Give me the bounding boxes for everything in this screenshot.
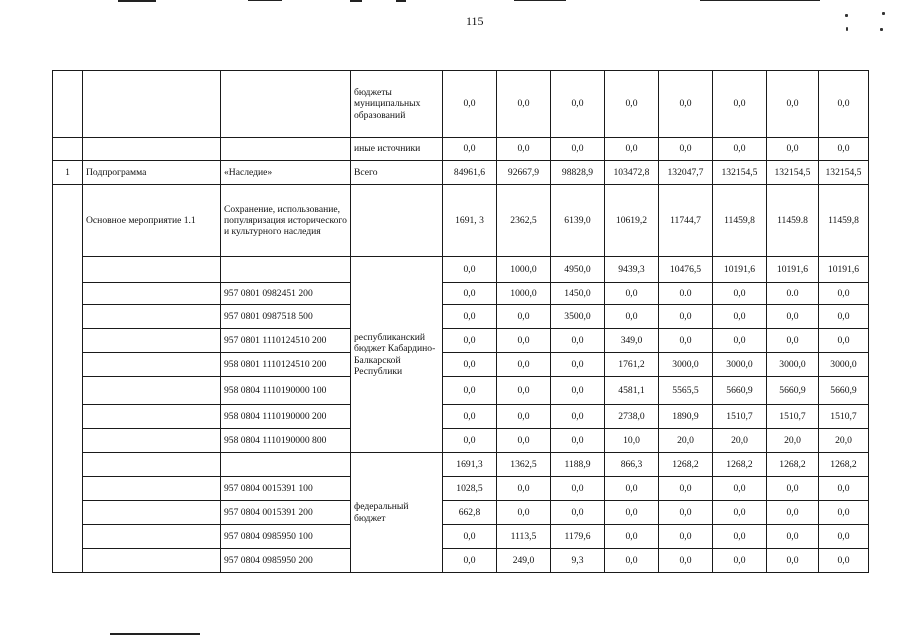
code-cell (221, 453, 351, 477)
value-cell: 20,0 (819, 429, 869, 453)
value-cell: 0,0 (443, 305, 497, 329)
name-cell: Сохранение, использование, популяризация исторического и культурного наследия (221, 185, 351, 257)
value-cell: 10191,6 (819, 257, 869, 283)
value-cell: 1028,5 (443, 477, 497, 501)
value-cell: 10619,2 (605, 185, 659, 257)
table-row (53, 161, 869, 185)
scan-speck (845, 14, 848, 17)
source-cell: республиканский бюджет Кабардино-Балкарской Республики (351, 257, 443, 453)
source-cell: Всего (351, 161, 443, 185)
value-cell: 0,0 (443, 71, 497, 138)
value-cell: 0,0 (713, 138, 767, 161)
source-cell: бюджеты муниципальных образований (351, 71, 443, 138)
scan-speck (846, 27, 848, 31)
value-cell: 1761,2 (605, 353, 659, 377)
value-cell: 132154,5 (819, 161, 869, 185)
value-cell: 0,0 (819, 138, 869, 161)
code-cell: 958 0801 1110124510 200 (221, 353, 351, 377)
type-cell: Основное мероприятие 1.1 (83, 185, 221, 257)
value-cell: 5660,9 (767, 377, 819, 405)
value-cell: 0,0 (713, 477, 767, 501)
value-cell: 0,0 (605, 71, 659, 138)
code-cell: 957 0804 0985950 100 (221, 525, 351, 549)
value-cell: 0,0 (713, 525, 767, 549)
table-row (53, 138, 869, 161)
value-cell: 2362,5 (497, 185, 551, 257)
value-cell: 2738,0 (605, 405, 659, 429)
value-cell: 6139,0 (551, 185, 605, 257)
value-cell: 0,0 (659, 329, 713, 353)
value-cell: 0,0 (605, 477, 659, 501)
index-cell (53, 185, 83, 573)
value-cell: 0,0 (443, 525, 497, 549)
name-cell (221, 71, 351, 138)
value-cell: 1691, 3 (443, 185, 497, 257)
type-cell (83, 477, 221, 501)
value-cell: 10,0 (605, 429, 659, 453)
table-row (53, 549, 869, 573)
table-row (53, 329, 869, 353)
value-cell: 0,0 (713, 71, 767, 138)
value-cell: 11459,8 (819, 185, 869, 257)
index-cell (53, 138, 83, 161)
scan-artifact (700, 0, 820, 1)
value-cell: 1113,5 (497, 525, 551, 549)
code-cell: 957 0801 1110124510 200 (221, 329, 351, 353)
value-cell: 4950,0 (551, 257, 605, 283)
value-cell: 0,0 (443, 353, 497, 377)
type-cell (83, 429, 221, 453)
value-cell: 1450,0 (551, 283, 605, 305)
value-cell: 0,0 (443, 429, 497, 453)
value-cell: 0,0 (497, 138, 551, 161)
code-cell (221, 257, 351, 283)
table-row (53, 453, 869, 477)
table-row (53, 185, 869, 257)
value-cell: 0,0 (497, 305, 551, 329)
type-cell (83, 138, 221, 161)
value-cell: 98828,9 (551, 161, 605, 185)
value-cell: 3000,0 (767, 353, 819, 377)
value-cell: 0,0 (551, 501, 605, 525)
scan-artifact (118, 0, 156, 2)
value-cell: 0,0 (443, 549, 497, 573)
value-cell: 11459,8 (713, 185, 767, 257)
value-cell: 20,0 (767, 429, 819, 453)
value-cell: 0,0 (605, 305, 659, 329)
value-cell: 0,0 (659, 138, 713, 161)
value-cell: 0,0 (713, 501, 767, 525)
scan-artifact (396, 0, 406, 2)
value-cell: 0,0 (713, 283, 767, 305)
index-cell (53, 71, 83, 138)
value-cell: 0,0 (443, 257, 497, 283)
value-cell: 662,8 (443, 501, 497, 525)
code-cell: 957 0804 0015391 100 (221, 477, 351, 501)
scan-speck (880, 28, 883, 31)
value-cell: 132154,5 (713, 161, 767, 185)
value-cell: 0.0 (767, 283, 819, 305)
value-cell: 5660,9 (713, 377, 767, 405)
value-cell: 0,0 (819, 283, 869, 305)
table-row (53, 305, 869, 329)
code-cell: 957 0801 0987518 500 (221, 305, 351, 329)
type-cell (83, 405, 221, 429)
table-row (53, 71, 869, 138)
value-cell: 0,0 (497, 429, 551, 453)
value-cell: 0,0 (713, 329, 767, 353)
table-row (53, 477, 869, 501)
type-cell (83, 501, 221, 525)
value-cell: 132047,7 (659, 161, 713, 185)
value-cell: 0,0 (497, 477, 551, 501)
value-cell: 0,0 (443, 138, 497, 161)
value-cell: 0,0 (605, 501, 659, 525)
value-cell: 0,0 (605, 283, 659, 305)
value-cell: 0,0 (605, 138, 659, 161)
value-cell: 249,0 (497, 549, 551, 573)
scan-artifact (514, 0, 566, 1)
source-cell (351, 185, 443, 257)
value-cell: 0,0 (551, 429, 605, 453)
value-cell: 0,0 (605, 549, 659, 573)
value-cell: 1268,2 (659, 453, 713, 477)
value-cell: 0,0 (551, 353, 605, 377)
value-cell: 1510,7 (767, 405, 819, 429)
value-cell: 0,0 (767, 305, 819, 329)
type-cell (83, 525, 221, 549)
value-cell: 0,0 (443, 377, 497, 405)
type-cell (83, 377, 221, 405)
value-cell: 92667,9 (497, 161, 551, 185)
value-cell: 1510,7 (819, 405, 869, 429)
value-cell: 0,0 (713, 549, 767, 573)
index-cell: 1 (53, 161, 83, 185)
value-cell: 0,0 (551, 329, 605, 353)
value-cell: 1000,0 (497, 257, 551, 283)
value-cell: 4581,1 (605, 377, 659, 405)
value-cell: 5565,5 (659, 377, 713, 405)
type-cell (83, 305, 221, 329)
value-cell: 132154,5 (767, 161, 819, 185)
value-cell: 1510,7 (713, 405, 767, 429)
value-cell: 0,0 (659, 71, 713, 138)
value-cell: 5660,9 (819, 377, 869, 405)
value-cell: 0,0 (713, 305, 767, 329)
value-cell: 11744,7 (659, 185, 713, 257)
value-cell: 0,0 (767, 138, 819, 161)
value-cell: 0,0 (443, 283, 497, 305)
value-cell: 866,3 (605, 453, 659, 477)
table-row (53, 353, 869, 377)
value-cell: 0,0 (659, 501, 713, 525)
value-cell: 3000,0 (819, 353, 869, 377)
value-cell: 0,0 (659, 477, 713, 501)
type-cell (83, 353, 221, 377)
value-cell: 0,0 (443, 329, 497, 353)
value-cell: 0,0 (551, 138, 605, 161)
table-row (53, 283, 869, 305)
table-row (53, 257, 869, 283)
value-cell: 0,0 (819, 71, 869, 138)
value-cell: 0,0 (819, 477, 869, 501)
source-cell: иные источники (351, 138, 443, 161)
table-row (53, 405, 869, 429)
value-cell: 0,0 (551, 405, 605, 429)
type-cell (83, 257, 221, 283)
scan-artifact (248, 0, 282, 1)
code-cell: 958 0804 1110190000 100 (221, 377, 351, 405)
value-cell: 0,0 (659, 549, 713, 573)
type-cell (83, 549, 221, 573)
type-cell: Подпрограмма (83, 161, 221, 185)
table-row (53, 377, 869, 405)
value-cell: 1188,9 (551, 453, 605, 477)
value-cell: 20,0 (659, 429, 713, 453)
value-cell: 0,0 (605, 525, 659, 549)
value-cell: 1362,5 (497, 453, 551, 477)
value-cell: 0,0 (767, 329, 819, 353)
code-cell: 957 0804 0985950 200 (221, 549, 351, 573)
value-cell: 11459.8 (767, 185, 819, 257)
value-cell: 1268,2 (713, 453, 767, 477)
type-cell (83, 453, 221, 477)
value-cell: 0,0 (767, 525, 819, 549)
value-cell: 0,0 (443, 405, 497, 429)
value-cell: 0,0 (497, 71, 551, 138)
code-cell: 958 0804 1110190000 800 (221, 429, 351, 453)
value-cell: 3000,0 (659, 353, 713, 377)
value-cell: 10191,6 (767, 257, 819, 283)
value-cell: 3000,0 (713, 353, 767, 377)
value-cell: 1691,3 (443, 453, 497, 477)
scan-artifact (350, 0, 362, 2)
source-cell: федеральный бюджет (351, 453, 443, 573)
type-cell (83, 71, 221, 138)
value-cell: 0,0 (551, 71, 605, 138)
value-cell: 0,0 (497, 377, 551, 405)
value-cell: 0,0 (819, 525, 869, 549)
value-cell: 0,0 (497, 329, 551, 353)
value-cell: 3500,0 (551, 305, 605, 329)
value-cell: 20,0 (713, 429, 767, 453)
table-row (53, 429, 869, 453)
value-cell: 84961,6 (443, 161, 497, 185)
page-number: 115 (466, 14, 484, 28)
value-cell: 0,0 (767, 549, 819, 573)
table-row (53, 501, 869, 525)
code-cell: 957 0801 0982451 200 (221, 283, 351, 305)
name-cell (221, 138, 351, 161)
value-cell: 1268,2 (819, 453, 869, 477)
value-cell: 0,0 (819, 329, 869, 353)
budget-table (52, 70, 869, 573)
code-cell: 957 0804 0015391 200 (221, 501, 351, 525)
value-cell: 1000,0 (497, 283, 551, 305)
table-row (53, 525, 869, 549)
value-cell: 0,0 (767, 71, 819, 138)
name-cell: «Наследие» (221, 161, 351, 185)
type-cell (83, 283, 221, 305)
value-cell: 0,0 (659, 305, 713, 329)
code-cell: 958 0804 1110190000 200 (221, 405, 351, 429)
value-cell: 0,0 (551, 377, 605, 405)
value-cell: 0,0 (497, 501, 551, 525)
value-cell: 0,0 (497, 405, 551, 429)
value-cell: 349,0 (605, 329, 659, 353)
value-cell: 0,0 (819, 549, 869, 573)
scan-speck (882, 12, 885, 15)
value-cell: 0,0 (767, 477, 819, 501)
value-cell: 0,0 (819, 501, 869, 525)
value-cell: 0.0 (659, 283, 713, 305)
value-cell: 0,0 (767, 501, 819, 525)
value-cell: 1890,9 (659, 405, 713, 429)
value-cell: 1268,2 (767, 453, 819, 477)
value-cell: 0,0 (497, 353, 551, 377)
type-cell (83, 329, 221, 353)
value-cell: 9,3 (551, 549, 605, 573)
value-cell: 1179,6 (551, 525, 605, 549)
value-cell: 10191,6 (713, 257, 767, 283)
value-cell: 103472,8 (605, 161, 659, 185)
value-cell: 0,0 (659, 525, 713, 549)
value-cell: 10476,5 (659, 257, 713, 283)
value-cell: 0,0 (551, 477, 605, 501)
value-cell: 0,0 (819, 305, 869, 329)
value-cell: 9439,3 (605, 257, 659, 283)
footnote-rule (110, 633, 200, 635)
